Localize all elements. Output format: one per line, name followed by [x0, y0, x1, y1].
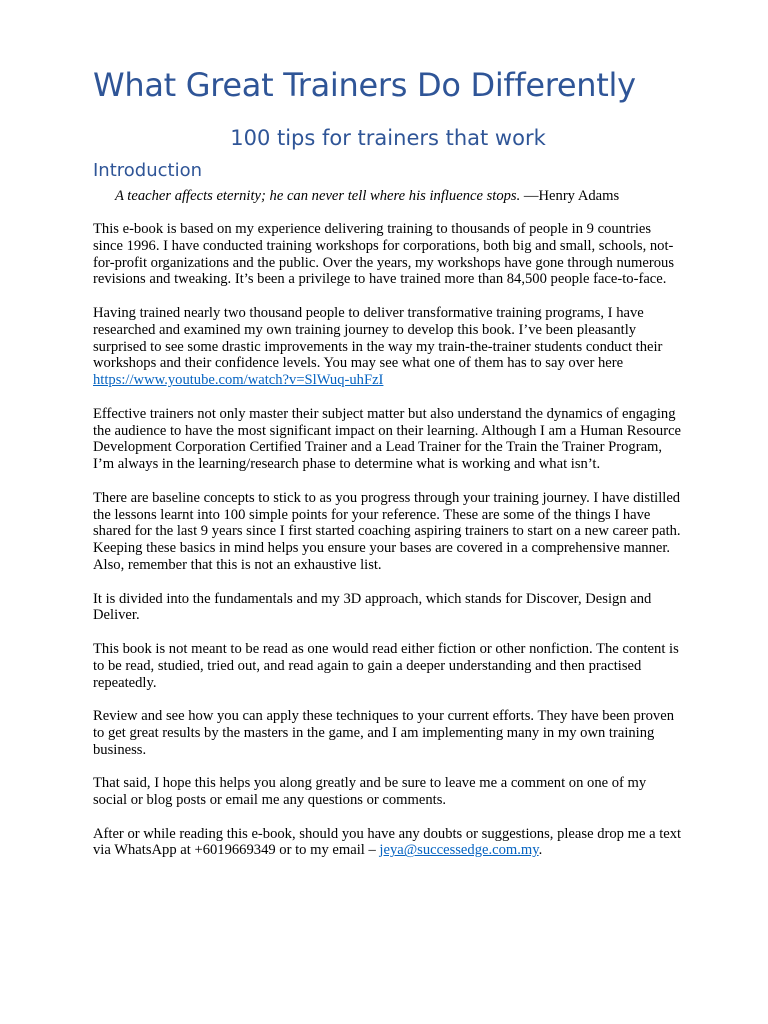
paragraph-9-text: After or while reading this e-book, should you have any doubts or suggestions, please drop me a text via WhatsApp at +6019669349 or to my email – [93, 825, 682, 859]
paragraph-9 [93, 826, 683, 860]
quote-text: A teacher affects eternity; he can never tell where his influence stops. [115, 188, 521, 204]
document-subtitle: 100 tips for trainers that work [230, 126, 546, 150]
document-body [93, 221, 683, 876]
paragraph-1: This e-book is based on my experience delivering training to thousands of people in 9 countries since 1996. I have conducted training workshops for corporations, both big and small, schools, not-for-profit organizations and the public. Over the years, my workshops have gone through numerous revisions and tweaking. It’s been a privilege to have trained more than 84,500 people face-to-face. [93, 221, 675, 288]
paragraph-2-text: Having trained nearly two thousand people to deliver transformative training programs, I have researched and examined my own training journey to develop this book. I’ve been pleasantly surprised to see some drastic improvements in the way my train-the-trainer students conduct their workshops and their confidence levels. You may see what one of them has to say over here [93, 304, 663, 372]
quote-attribution: —Henry Adams [520, 188, 620, 204]
paragraph-9-end: . [538, 842, 543, 859]
youtube-link[interactable]: https://www.youtube.com/watch?v=SlWuq-uhFzI [93, 372, 384, 389]
paragraph-3: Effective trainers not only master their subject matter but also understand the dynamics of engaging the audience to have the most significant impact on their learning. Although I am a Human Resource Development Corporation Certified Trainer and a Lead Trainer for the Train the Trainer Program, I’m always in the learning/research phase to determine what is working and what isn’t. [93, 405, 682, 473]
epigraph-quote [115, 186, 619, 206]
document-title: What Great Trainers Do Differently [93, 66, 636, 104]
paragraph-7: Review and see how you can apply these techniques to your current efforts. They have been proven to get great results by the masters in the game, and I am implementing many in my own training business. [93, 708, 674, 758]
paragraph-4: There are baseline concepts to stick to as you progress through your training journey. I have distilled the lessons learnt into 100 simple points for your reference. These are some of the things I have shared for the last 9 years since I first started coaching aspiring trainers to start on a new career path. Keeping these basics in mind helps you ensure your bases are covered in a comprehensive manner. Also, remember that this is not an exhaustive list. [93, 489, 681, 573]
email-link[interactable]: jeya@successedge.com.my [379, 842, 539, 859]
section-heading: Introduction [93, 160, 203, 181]
paragraph-8: That said, I hope this helps you along greatly and be sure to leave me a comment on one of my social or blog posts or email me any questions or comments. [93, 775, 647, 809]
paragraph-6: This book is not meant to be read as one would read either fiction or other nonfiction. The content is to be read, studied, tried out, and read again to gain a deeper understanding and then practised repeatedly. [93, 640, 679, 691]
paragraph-2 [93, 305, 683, 389]
paragraph-5: It is divided into the fundamentals and my 3D approach, which stands for Discover, Design and Deliver. [93, 590, 652, 624]
